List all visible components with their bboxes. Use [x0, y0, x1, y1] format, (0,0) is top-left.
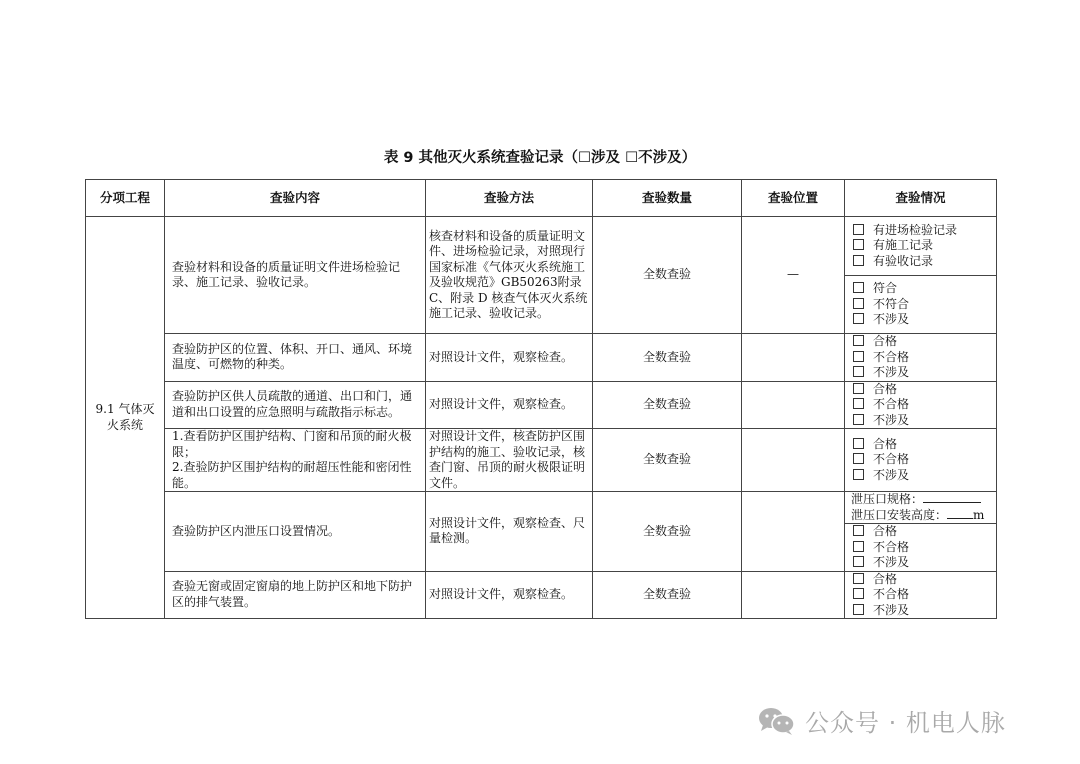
inspection-table [85, 179, 997, 619]
checkbox-icon[interactable] [853, 525, 864, 536]
table-row [86, 429, 997, 492]
vent-spec-fields [845, 492, 997, 524]
checkbox-icon[interactable] [853, 335, 864, 346]
checkbox-icon[interactable] [853, 438, 864, 449]
checkbox-icon[interactable] [853, 366, 864, 377]
table-row [86, 571, 997, 619]
checkbox-icon[interactable] [853, 453, 864, 464]
checkbox-icon[interactable] [853, 313, 864, 324]
page-title: 表 9 其他灭火系统查验记录（☐涉及 ☐不涉及） [383, 150, 697, 166]
result-checklist [845, 571, 997, 619]
checkbox-icon[interactable] [853, 573, 864, 584]
content-cell: 查验无窗或固定窗扇的地上防护区和地下防护区的排气装置。 [165, 571, 426, 619]
quantity-cell: 全数查验 [593, 217, 742, 334]
checkbox-item[interactable]: 合格 [853, 382, 996, 398]
location-cell[interactable] [742, 429, 845, 492]
table-row [86, 492, 997, 524]
quantity-cell: 全数查验 [593, 492, 742, 572]
checkbox-item[interactable]: 不涉及 [853, 312, 996, 328]
checkbox-item[interactable]: 不合格 [853, 452, 996, 468]
content-line: 1.查看防护区围护结构、门窗和吊顶的耐火极限； [172, 429, 412, 459]
checkbox-icon[interactable] [853, 604, 864, 615]
quantity-cell: 全数查验 [593, 571, 742, 619]
header-quantity: 查验数量 [593, 180, 742, 217]
header-result: 查验情况 [845, 180, 997, 217]
quantity-cell: 全数查验 [593, 334, 742, 382]
checkbox-item[interactable]: 有施工记录 [853, 238, 996, 254]
checkbox-icon[interactable] [853, 298, 864, 309]
checkbox-item[interactable]: 不合格 [853, 540, 996, 556]
content-cell: 查验防护区供人员疏散的通道、出口和门，通道和出口设置的应急照明与疏散指示标志。 [165, 381, 426, 429]
vent-spec-input[interactable] [923, 502, 981, 503]
header-location: 查验位置 [742, 180, 845, 217]
result-checklist [845, 381, 997, 429]
result-checklist [845, 524, 997, 572]
checkbox-item[interactable]: 不符合 [853, 297, 996, 313]
checkbox-icon[interactable] [853, 224, 864, 235]
result-checklist [845, 429, 997, 492]
location-cell: — [742, 217, 845, 334]
wechat-icon [757, 706, 797, 736]
checkbox-item[interactable]: 不合格 [853, 587, 996, 603]
table-row [86, 381, 997, 429]
checkbox-icon[interactable] [853, 398, 864, 409]
checkbox-item[interactable]: 不涉及 [853, 413, 996, 429]
table-header-row [86, 180, 997, 217]
watermark-text: 公众号 · 机电人脉 [805, 709, 1006, 737]
method-cell: 对照设计文件，观察检查、尺量检测。 [426, 492, 593, 572]
location-cell[interactable] [742, 334, 845, 382]
checkbox-icon[interactable] [853, 588, 864, 599]
vent-height-field: 泄压口安装高度： m [851, 507, 985, 522]
content-cell: 查验防护区内泄压口设置情况。 [165, 492, 426, 572]
checkbox-item[interactable]: 不合格 [853, 397, 996, 413]
category-cell: 9.1 气体灭火系统 [86, 217, 165, 619]
table-row [86, 217, 997, 276]
method-cell: 核查材料和设备的质量证明文件、进场检验记录，对照现行国家标准《气体灭火系统施工及验收规范》GB50263附录 C、附录 D 核查气体灭火系统施工记录、验收记录。 [426, 217, 593, 334]
checkbox-icon[interactable] [853, 541, 864, 552]
checkbox-icon[interactable] [853, 255, 864, 266]
checkbox-item[interactable]: 不涉及 [853, 365, 996, 381]
checkbox-item[interactable]: 不合格 [853, 350, 996, 366]
checkbox-item[interactable]: 符合 [853, 281, 996, 297]
quantity-cell: 全数查验 [593, 381, 742, 429]
vent-spec-field: 泄压口规格： [851, 492, 996, 508]
checkbox-item[interactable]: 不涉及 [853, 603, 996, 619]
checkbox-item[interactable]: 合格 [853, 437, 996, 453]
header-content: 查验内容 [165, 180, 426, 217]
checkbox-item[interactable]: 有验收记录 [853, 254, 996, 270]
checkbox-item[interactable]: 合格 [853, 524, 996, 540]
watermark [757, 703, 1006, 738]
vent-height-input[interactable] [947, 518, 973, 519]
checkbox-item[interactable]: 合格 [853, 572, 996, 588]
record-checklist [845, 217, 997, 276]
result-checklist [845, 334, 997, 382]
checkbox-item[interactable]: 合格 [853, 334, 996, 350]
checkbox-icon[interactable] [853, 351, 864, 362]
header-subproject: 分项工程 [86, 180, 165, 217]
location-cell[interactable] [742, 381, 845, 429]
checkbox-item[interactable]: 不涉及 [853, 555, 996, 571]
method-cell: 对照设计文件，核查防护区围护结构的施工、验收记录，核查门窗、吊顶的耐火极限证明文件。 [426, 429, 593, 492]
checkbox-icon[interactable] [853, 556, 864, 567]
content-line: 2.查验防护区围护结构的耐超压性能和密闭性能。 [172, 460, 412, 490]
compliance-checklist [845, 276, 997, 334]
checkbox-icon[interactable] [853, 383, 864, 394]
location-cell[interactable] [742, 571, 845, 619]
content-cell: 查验防护区的位置、体积、开口、通风、环境温度、可燃物的种类。 [165, 334, 426, 382]
checkbox-icon[interactable] [853, 239, 864, 250]
method-cell: 对照设计文件，观察检查。 [426, 571, 593, 619]
method-cell: 对照设计文件，观察检查。 [426, 381, 593, 429]
checkbox-icon[interactable] [853, 414, 864, 425]
header-method: 查验方法 [426, 180, 593, 217]
location-cell[interactable] [742, 492, 845, 572]
content-cell: 查验材料和设备的质量证明文件进场检验记录、施工记录、验收记录。 [165, 217, 426, 334]
checkbox-icon[interactable] [853, 469, 864, 480]
quantity-cell: 全数查验 [593, 429, 742, 492]
content-cell [165, 429, 426, 492]
table-row [86, 334, 997, 382]
method-cell: 对照设计文件，观察检查。 [426, 334, 593, 382]
checkbox-item[interactable]: 不涉及 [853, 468, 996, 484]
checkbox-icon[interactable] [853, 282, 864, 293]
checkbox-item[interactable]: 有进场检验记录 [853, 223, 996, 239]
